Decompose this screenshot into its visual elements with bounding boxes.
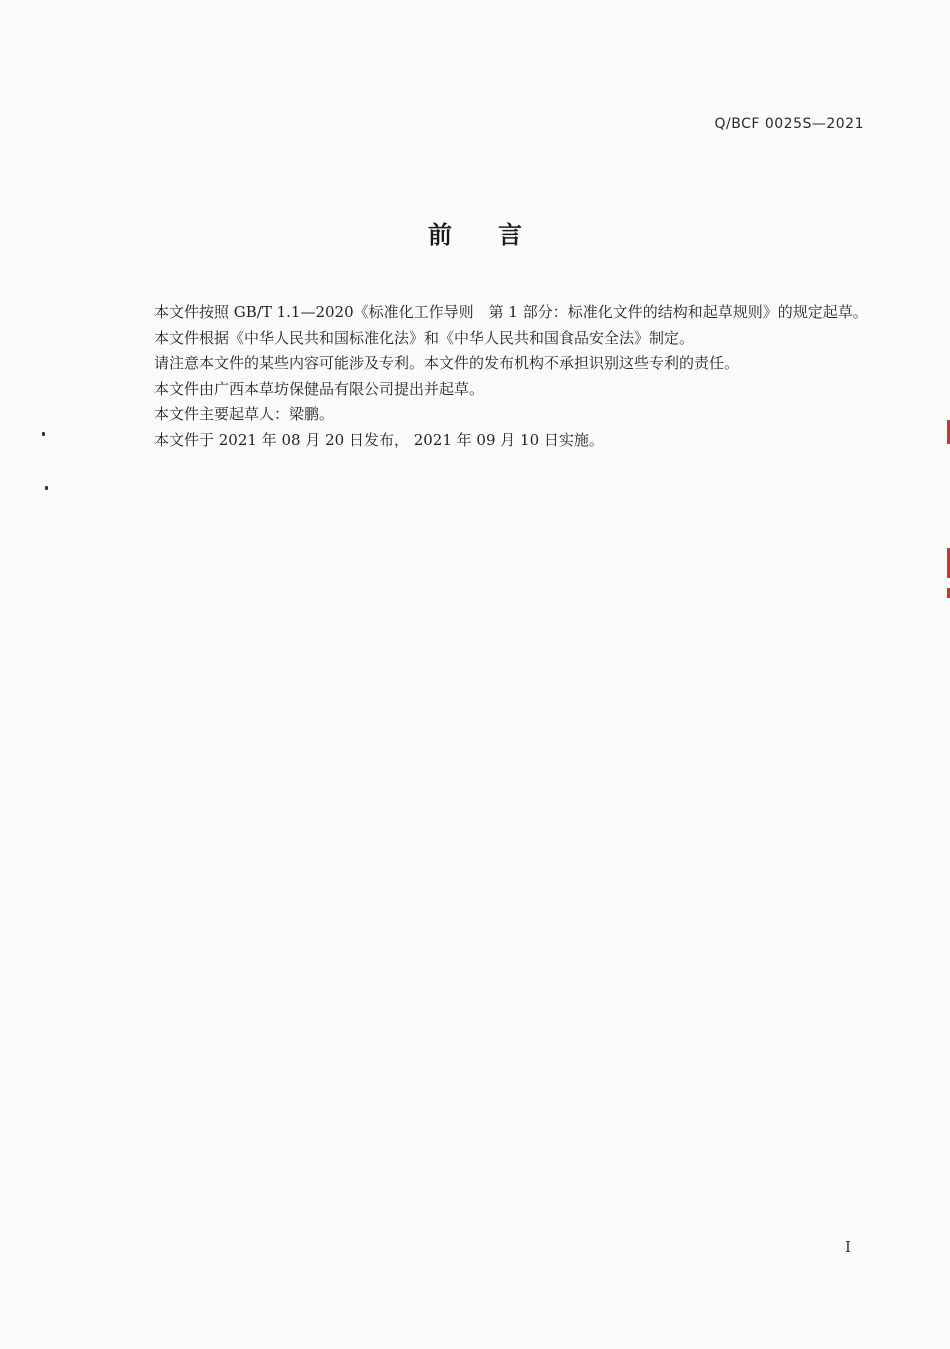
paragraph-drafter: 本文件主要起草人：梁鹏。 <box>154 405 335 423</box>
scan-speck <box>45 486 48 490</box>
foreword-body <box>118 300 868 453</box>
paragraph-patent-notice: 请注意本文件的某些内容可能涉及专利。本文件的发布机构不承担识别这些专利的责任。 <box>154 354 740 372</box>
page-number: I <box>845 1238 851 1256</box>
paragraph-dates: 本文件于 2021 年 08 月 20 日发布， 2021 年 09 月 10 日实施。 <box>154 430 604 449</box>
paragraph-legal-basis: 本文件根据《中华人民共和国标准化法》和《中华人民共和国食品安全法》制定。 <box>154 328 695 347</box>
paragraph-drafting-basis: 本文件按照 GB/T 1.1—2020《标准化工作导则 第 1 部分：标准化文件的结构和起草规则》的规定起草。 <box>154 303 868 321</box>
page-title: 前言 <box>428 221 568 249</box>
document-code: Q/BCF 0025S—2021 <box>714 116 864 132</box>
paragraph-proposer: 本文件由广西本草坊保健品有限公司提出并起草。 <box>154 379 485 398</box>
scan-speck <box>42 432 45 436</box>
